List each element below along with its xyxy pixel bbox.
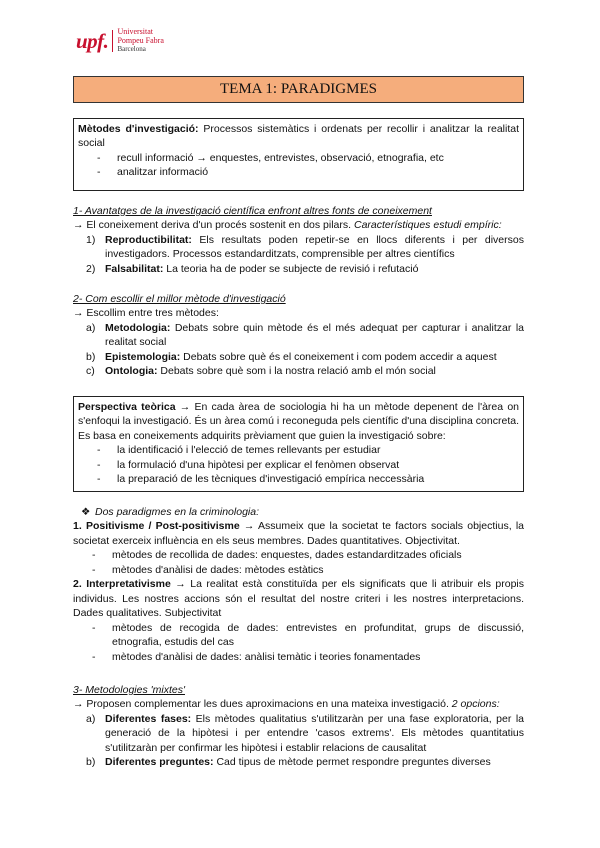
- section-heading: 2- Com escollir el millor mètode d'investigació: [73, 293, 286, 305]
- list-item: - analitzar informació: [78, 165, 519, 179]
- metodes-text: Processos sistemàtics i ordenats per recollir i analitzar la realitat social: [78, 123, 519, 150]
- paradigmes-heading: ❖ Dos paradigmes en la criminologia:: [81, 506, 259, 518]
- list-item: c) Ontologia: Debats sobre què som i la nostra relació amb el món social: [86, 365, 436, 378]
- perspectiva-list: [78, 443, 519, 486]
- metodes-box: [73, 118, 524, 191]
- list-item: - la preparació de les tècniques d'investigació empírica neccessària: [78, 472, 519, 486]
- section-heading: 3- Metodologies 'mixtes': [73, 684, 185, 696]
- list-item: - recull informació → enquestes, entrevistes, observació, etnografia, etc: [78, 151, 519, 165]
- list-item: 2) Falsabilitat: La teoria ha de poder se subjecte de revisió i refutació: [86, 262, 419, 275]
- avantatges-list: [73, 233, 524, 276]
- logo-line-1: Universitat: [117, 27, 153, 36]
- list-item: b) Epistemologia: Debats sobre què és el coneixement i com podem accedir a aquest: [86, 350, 497, 363]
- metodes-list: [78, 151, 519, 180]
- perspectiva-label: Perspectiva teòrica: [78, 401, 176, 413]
- section-intro: → El coneixement deriva d'un procés sostenit en dos pilars. Característiques estudi empíric:: [73, 219, 502, 232]
- list-item: 1) Reproductibilitat: Els resultats poden repetir-se en llocs diferents i per diversos investigadors. Processos estandarditzats, comprensible per altres científics: [86, 233, 524, 261]
- section-intro: → Escollim entre tres mètodes:: [73, 307, 219, 320]
- list-item: - mètodes d'anàlisi de dades: anàlisi temàtic i teories fonamentades: [73, 650, 524, 664]
- section-heading: 1- Avantatges de la investigació científica enfront altres fonts de coneixement: [73, 205, 432, 217]
- section-avantatges: [73, 204, 524, 276]
- list-item: - mètodes de recogida de dades: entrevistes en profunditat, grups de discussió, etnografia, estudis del cas: [73, 621, 524, 650]
- university-logo: [76, 28, 164, 54]
- logo-mark: upf.: [76, 30, 113, 52]
- list-item: - mètodes d'anàlisi de dades: mètodes estàtics: [73, 563, 524, 577]
- metodes-list: [73, 321, 524, 379]
- list-item: - mètodes de recollida de dades: enquestes, dades estandarditzades oficials: [73, 548, 524, 562]
- logo-line-2: Pompeu Fabra: [117, 35, 164, 45]
- logo-text: [117, 28, 163, 54]
- section-intro: → Proposen complementar les dues aproximacions en una mateixa investigació. 2 opcions:: [73, 698, 500, 711]
- section-metode: [73, 292, 524, 379]
- positivisme-paragraph: 1. Positivisme / Post-positivisme → Assumeix que la societat te factors socials objectius, la societat exerceix influència en els seus membres. Dades quantitatives. Objectivitat.: [73, 520, 524, 547]
- list-item: a) Metodologia: Debats sobre quin mètode és el més adequat per capturar i analitzar la realitat social: [86, 321, 524, 349]
- section-mixtes: [73, 683, 524, 770]
- list-item: a) Diferentes fases: Els mètodes qualitatius s'utilitzaràn per una fase exploratoria, per la generació de la hipòtesi i per entendre 'casos extrems'. Els mètodes quantitatius s'utilitzaràn per confirmar les hipòtesi i establir relacions de causalitat: [86, 712, 524, 754]
- metodes-definition: [78, 122, 519, 151]
- interpretativisme-paragraph: 2. Interpretativisme → La realitat està constituïda per els significats que li atribuir els propis individus. Les nostres accions són el resultat del nostre criteri i les nostres interpretacions. Dades qualitatives. Subjectivitat: [73, 578, 524, 620]
- perspectiva-definition: Perspectiva teòrica → En cada àrea de sociologia hi ha un mètode depenent de l'àrea on s'enfoqui la investigació. És un àrea comú i reconeguda pels científic d'una disciplina concreta. Es basa en coneixements adquirits prèviament que guien la investigació sobre:: [78, 401, 519, 442]
- interpretativisme-list: [73, 621, 524, 664]
- metodes-label: Mètodes d'investigació:: [78, 123, 199, 135]
- mixtes-list: [73, 712, 524, 770]
- section-paradigmes: [73, 505, 524, 664]
- page-title: TEMA 1: PARADIGMES: [73, 76, 524, 103]
- diamond-bullet-icon: ❖: [81, 506, 91, 518]
- list-item: b) Diferentes preguntes: Cad tipus de mètode permet respondre preguntes diverses: [86, 756, 491, 769]
- perspectiva-box: [73, 396, 524, 492]
- positivisme-list: [73, 548, 524, 577]
- list-item: - la formulació d'una hipòtesi per explicar el fenòmen observat: [78, 458, 519, 472]
- logo-line-3: Barcelona: [117, 45, 146, 53]
- list-item: - la identificació i l'elecció de temes rellevants per estudiar: [78, 443, 519, 457]
